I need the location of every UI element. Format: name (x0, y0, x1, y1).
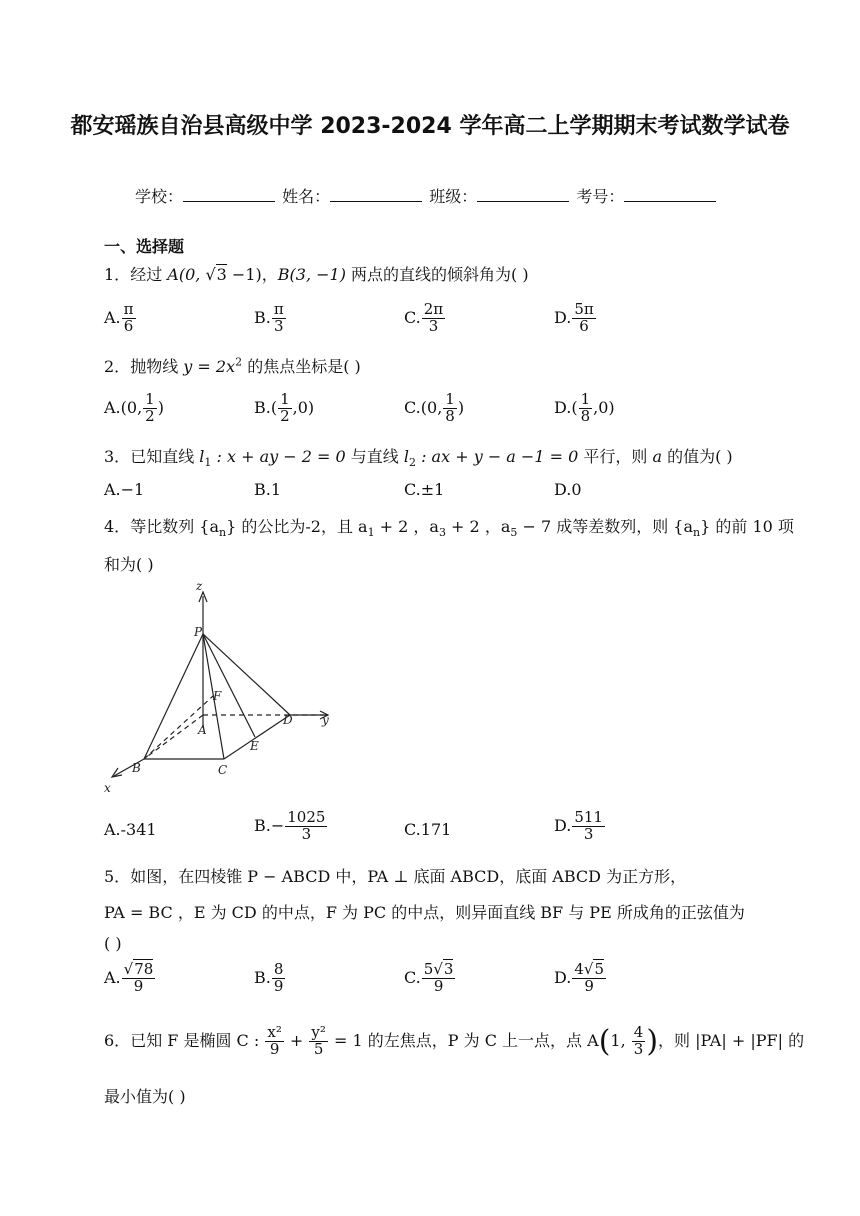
question-2: 2．抛物线 $y = 2x^2$ 的焦点坐标是( ) (104, 355, 361, 376)
question-3: 3．已知直线 $l_1$ : x + ay − 2 = 0 与直线 $l_2$ : ax + y − a −1 = 0 平行，则 a 的值为( ) (104, 447, 733, 470)
school-label: 学校： (135, 187, 184, 206)
question-5-line-1: 5．如图，在四棱锥 P − ABCD 中，PA ⊥ 底面 ABCD，底面 ABCD 为正方形， (104, 867, 687, 886)
student-info-row (135, 184, 718, 207)
label-e: E (250, 739, 259, 753)
exam-number-label: 考号： (576, 187, 625, 206)
question-5-options (104, 962, 804, 1002)
school-blank[interactable] (183, 187, 275, 202)
class-label: 班级： (429, 187, 478, 206)
exam-title: 都安瑶族自治县高级中学 2023-2024 学年高二上学期期末考试数学试卷 (70, 114, 790, 139)
option-b[interactable]: B.( $\frac{1}{2}$ ,0) (254, 390, 315, 425)
question-6-line-2: 最小值为( ) (104, 1087, 186, 1106)
option-b[interactable]: B.− $\frac{1025}{3}$ (254, 808, 326, 843)
option-a[interactable]: A. $\frac{\pi}{6}$ (104, 300, 134, 335)
question-4-options (104, 810, 804, 850)
option-d[interactable]: D. $\frac{5\pi}{6}$ (554, 300, 594, 335)
name-blank[interactable] (330, 187, 422, 202)
label-d: D (283, 713, 293, 727)
label-p: P (194, 625, 203, 639)
question-1: 1．经过 A(0, √3 −1)，B(3, −1) 两点的直线的倾斜角为( ) (104, 265, 529, 284)
option-a[interactable]: A.−1 (104, 480, 145, 499)
label-y: y (322, 713, 329, 727)
option-d[interactable]: D.0 (554, 480, 582, 499)
name-label: 姓名： (282, 187, 331, 206)
question-5-line-3: ( ) (104, 934, 122, 953)
edge-pb (144, 634, 203, 759)
option-a[interactable]: A.-341 (104, 820, 157, 839)
option-b[interactable]: B.1 (254, 480, 282, 499)
label-b: B (132, 761, 141, 775)
option-c[interactable]: C.171 (404, 820, 452, 839)
question-5-line-2: PA = BC ，E 为 CD 的中点，F 为 PC 的中点，则异面直线 BF 与 PE 所成角的正弦值为 (104, 903, 745, 922)
label-a: A (198, 723, 207, 737)
question-4-line-2: 和为( ) (104, 555, 154, 574)
label-x: x (104, 781, 111, 795)
label-c: C (218, 763, 228, 777)
edge-pe (203, 634, 255, 737)
option-c[interactable]: C. $\frac{2\pi}{3}$ (404, 300, 444, 335)
option-c[interactable]: C.(0, $\frac{1}{8}$ ) (404, 390, 465, 425)
class-blank[interactable] (477, 187, 569, 202)
option-d[interactable]: D. $\frac{4√5}{9}$ (554, 960, 604, 995)
option-a[interactable]: A.(0, $\frac{1}{2}$ ) (104, 390, 164, 425)
section-title: 一、选择题 (104, 237, 185, 256)
pyramid-figure (100, 578, 340, 798)
option-b[interactable]: B. $\frac{\pi}{3}$ (254, 300, 284, 335)
option-d[interactable]: D. $\frac{511}{3}$ (554, 808, 603, 843)
label-z: z (196, 579, 203, 593)
question-2-options (104, 392, 804, 432)
x-axis-dashed (144, 715, 203, 759)
question-4-line-1: 4．等比数列 $\{a_n\}$ 的公比为-2，且 $a_1 + 2$ ，$a_3 + 2$ ，$a_5 - 7$ 成等差数列，则 $\{a_n\}$ 的前 10 项 (104, 517, 794, 540)
option-c[interactable]: C. $\frac{5√3}{9}$ (404, 960, 454, 995)
question-1-options (104, 302, 804, 342)
option-c[interactable]: C.±1 (404, 480, 445, 499)
option-a[interactable]: A. $\frac{√78}{9}$ (104, 960, 154, 995)
exam-number-blank[interactable] (624, 187, 716, 202)
option-d[interactable]: D.( $\frac{1}{8}$ ,0) (554, 390, 615, 425)
label-f: F (213, 689, 222, 703)
question-6-line-1: 6．已知 F 是椭圆 C : $\frac{\text{x²}}{9}$ + $\frac{\text{y²}}{5}$ = 1 的左焦点，P 为 C 上一点，点 A(1, $\frac{4}{3}$ )，则 |PA| + |PF| 的 (104, 1023, 805, 1059)
option-b[interactable]: B. $\frac{8}{9}$ (254, 960, 284, 995)
